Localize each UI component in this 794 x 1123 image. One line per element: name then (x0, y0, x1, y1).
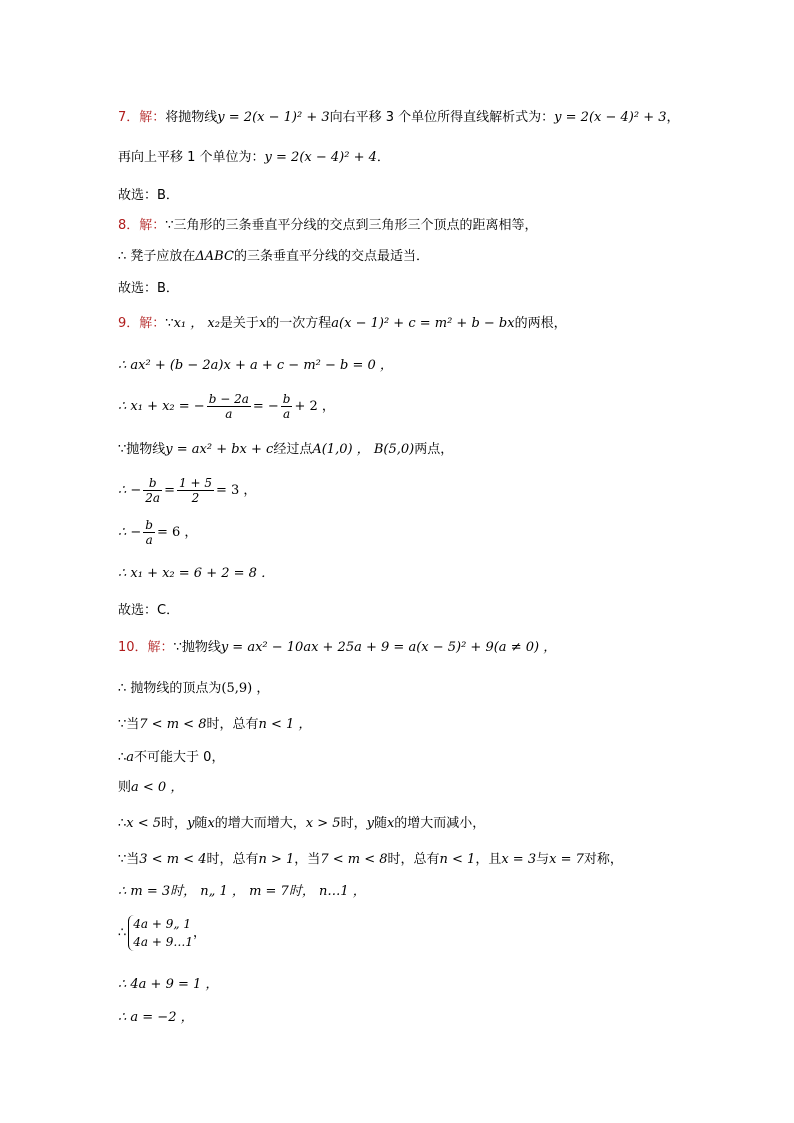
q10-number: 10．解： (118, 640, 174, 655)
q9-line-2: ∴ ax² + (b − 2a)x + a + c − m² − b = 0 ， (118, 358, 393, 373)
q9-line-6: ∴ − $\frac{b}{a}$ = 6 ， (118, 518, 198, 547)
q8-number: 8．解： (118, 218, 166, 233)
q10-line-9: ∴ 4a + 9„ 1 4a + 9…1 ， (118, 917, 207, 949)
q7-line-1: 7．解：将抛物线y = 2(x − 1)² + 3向右平移 3 个单位所得直线解析式为：y = 2(x − 4)² + 3， (118, 110, 680, 125)
q9-fraction-4: $\frac{1 + 5}{2}$ (179, 476, 212, 505)
q9-line-7: ∴ x₁ + x₂ = 6 + 2 = 8 ． (118, 566, 275, 581)
q9-fraction-5: $\frac{b}{a}$ (145, 518, 153, 547)
q9-line-5: ∴ − $\frac{b}{2a}$ = $\frac{1 + 5}{2}$ = 3 ， (118, 476, 257, 505)
q9-line-4: ∵抛物线y = ax² + bx + c经过点A(1,0) ， B(5,0)两点， (118, 442, 454, 457)
q9-fraction-3: $\frac{b}{2a}$ (145, 476, 161, 505)
q8-line-2: ∴ 凳子应放在ΔABC的三条垂直平分线的交点最适当． (118, 249, 429, 264)
q9-line-3: ∴ x₁ + x₂ = − $\frac{b - 2a}{a}$ = − $\frac{b}{a}$ + 2 ， (118, 392, 335, 421)
q7-answer: 故选：B． (118, 188, 179, 203)
q7-line-2: 再向上平移 1 个单位为：y = 2(x − 4)² + 4． (118, 150, 390, 165)
q10-line-10: ∴ 4a + 9 = 1 ， (118, 977, 219, 992)
q8-answer: 故选：B． (118, 281, 179, 296)
q10-line-3: ∵当7 < m < 8时，总有n < 1 ， (118, 717, 312, 732)
q9-number: 9．解： (118, 316, 166, 331)
q10-line-7: ∵当3 < m < 4时，总有n > 1，当7 < m < 8时，总有n < 1，且x = 3与x = 7对称， (118, 852, 623, 867)
q10-line-6: ∴x < 5时，y随x的增大而增大，x > 5时，y随x的增大而减小， (118, 816, 486, 831)
q10-line-8: ∴ m = 3时， n„ 1 ， m = 7时， n…1 ， (118, 884, 366, 899)
q9-line-1: 9．解：∵x₁ ， x₂是关于x的一次方程a(x − 1)² + c = m² + b − bx的两根， (118, 316, 567, 331)
q8-line-1: 8．解：∵三角形的三条垂直平分线的交点到三角形三个顶点的距离相等， (118, 218, 538, 233)
q10-line-2: ∴ 抛物线的顶点为(5,9) ， (118, 681, 270, 696)
equation-system: 4a + 9„ 1 4a + 9…1 (128, 915, 193, 951)
q10-line-4: ∴a不可能大于 0， (118, 750, 225, 765)
q9-fraction-1: $\frac{b - 2a}{a}$ (208, 392, 249, 421)
q7-number: 7．解： (118, 110, 166, 125)
q10-line-1: 10．解：∵抛物线y = ax² − 10ax + 25a + 9 = a(x − 5)² + 9(a ≠ 0) ， (118, 640, 557, 655)
q10-line-11: ∴ a = −2 ， (118, 1010, 194, 1025)
q9-fraction-2: $\frac{b}{a}$ (282, 392, 291, 421)
q10-line-5: 则a < 0 ， (118, 780, 184, 795)
q9-answer: 故选：C． (118, 603, 180, 618)
